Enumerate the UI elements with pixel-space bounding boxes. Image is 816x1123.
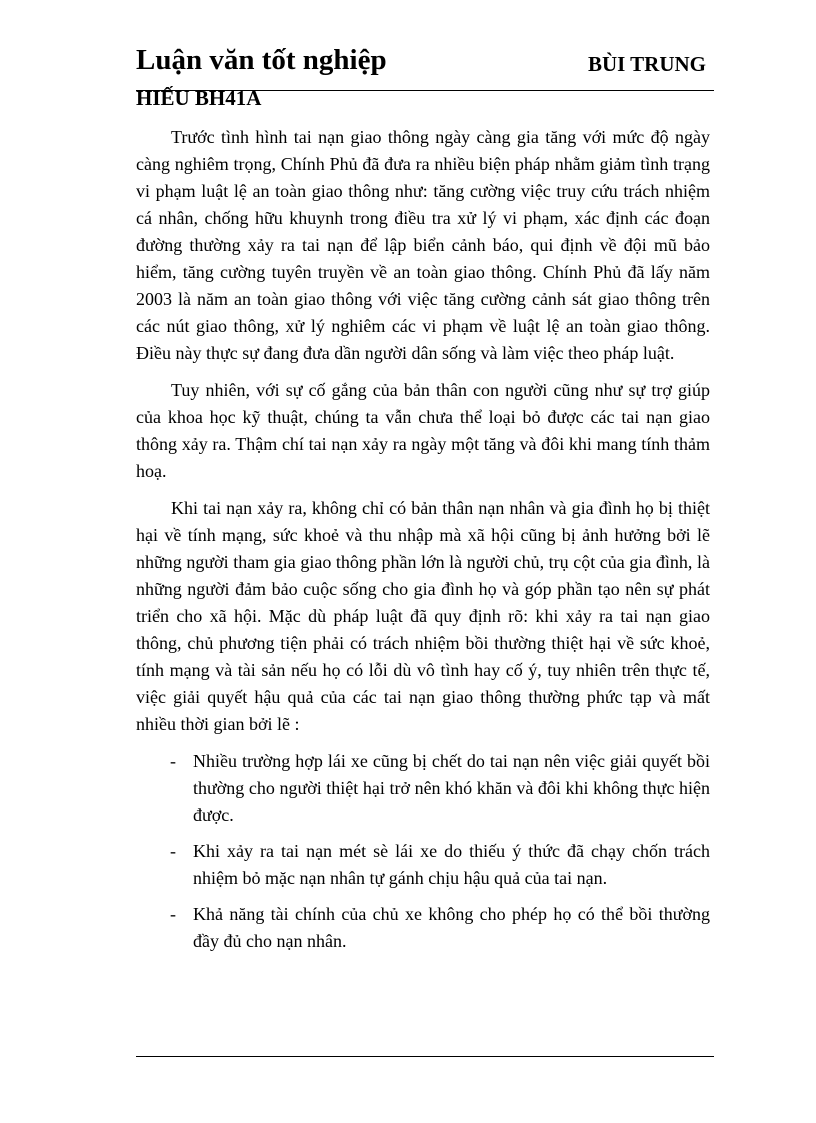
paragraph: Khi tai nạn xảy ra, không chỉ có bản thân nạn nhân và gia đình họ bị thiệt hại về tính mạng, sức khoẻ và thu nhập mà xã hội cũng bị ảnh hưởng bởi lẽ những người tham gia giao thông phần lớn là người chủ, trụ cột của gia đình, là những người đảm bảo cuộc sống cho gia đình họ và góp phần tạo nên sự phát triển cho xã hội. Mặc dù pháp luật đã quy định rõ: khi xảy ra tai nạn giao thông, chủ phương tiện phải có trách nhiệm bồi thường thiệt hại về sức khoẻ, tính mạng và tài sản nếu họ có lỗi dù vô tình hay cố ý, tuy nhiên trên thực tế, việc giải quyết hậu quả của các tai nạn giao thông thường phức tạp và mất nhiều thời gian bởi lẽ : [136, 498, 710, 734]
header-rule [136, 90, 714, 91]
document-body [136, 124, 710, 964]
author-name-continued: HIẾU BH41A [136, 86, 262, 110]
footer-rule [136, 1056, 714, 1057]
bullet-dash: - [170, 841, 176, 861]
list-item-text: Khi xảy ra tai nạn mét sè lái xe do thiếu ý thức đã chạy chốn trách nhiệm bỏ mặc nạn nhân tự gánh chịu hậu quả của tai nạn. [193, 841, 710, 888]
bullet-dash: - [170, 904, 176, 924]
bullet-list [136, 748, 710, 955]
list-item [136, 838, 710, 892]
paragraph: Trước tình hình tai nạn giao thông ngày càng gia tăng với mức độ ngày càng nghiêm trọng, Chính Phủ đã đưa ra nhiều biện pháp nhằm giảm tình trạng vi phạm luật lệ an toàn giao thông như: tăng cường việc truy cứu trách nhiệm cá nhân, chống hữu khuynh trong điều tra xử lý vi phạm, xác định các đoạn đường thường xảy ra tai nạn để lập biển cảnh báo, qui định về đội mũ bảo hiểm, tăng cường tuyên truyền về an toàn giao thông. Chính Phủ đã lấy năm 2003 là năm an toàn giao thông với việc tăng cường cảnh sát giao thông trên các nút giao thông, xử lý nghiêm các vi phạm về luật lệ an toàn giao thông. Điều này thực sự đang đưa dần người dân sống và làm việc theo pháp luật. [136, 127, 710, 363]
list-item-text: Nhiều trường hợp lái xe cũng bị chết do tai nạn nên việc giải quyết bồi thường cho người thiệt hại trở nên khó khăn và đôi khi không thực hiện được. [193, 751, 710, 825]
list-item-text: Khả năng tài chính của chủ xe không cho phép họ có thể bồi thường đầy đủ cho nạn nhân. [193, 904, 710, 951]
bullet-dash: - [170, 751, 176, 771]
author-name: BÙI TRUNG [587, 52, 706, 76]
list-item [136, 901, 710, 955]
list-item [136, 748, 710, 829]
paragraph: Tuy nhiên, với sự cố gắng của bản thân con người cũng như sự trợ giúp của khoa học kỹ thuật, chúng ta vẫn chưa thể loại bỏ được các tai nạn giao thông xảy ra. Thậm chí tai nạn xảy ra ngày một tăng và đôi khi mang tính thảm hoạ. [136, 380, 710, 481]
document-title: Luận văn tốt nghiệp [136, 44, 387, 76]
